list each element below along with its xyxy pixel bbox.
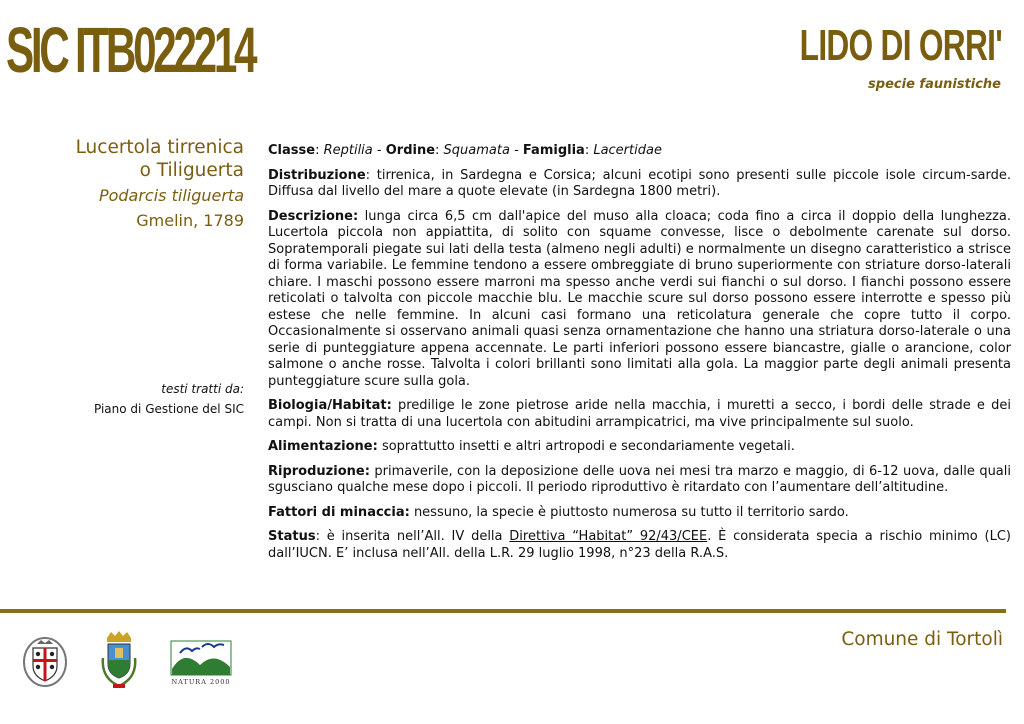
scientific-name: Podarcis tiliguerta: [98, 186, 244, 205]
section-subtitle: specie faunistiche: [868, 77, 1001, 92]
status-text-post: . È considerata specia a rischio minimo (LC) dall’IUCN. E’ inclusa nell’All. della L.R. 29 luglio 1998, n°23 della R.A.S.: [268, 529, 1011, 561]
source-document: Piano di Gestione del SIC: [94, 402, 244, 416]
minaccia-text: nessuno, la specie è piuttosto numerosa su tutto il territorio sardo.: [409, 504, 849, 520]
minaccia-paragraph: [268, 505, 1011, 522]
descrizione-label: Descrizione:: [268, 208, 359, 224]
ordine-value: Squamata: [443, 143, 510, 158]
alimentazione-label: Alimentazione:: [268, 439, 378, 454]
distribuzione-label: Distribuzione: [268, 167, 366, 183]
alimentazione-paragraph: [268, 439, 1011, 456]
biologia-text: predilige le zone pietrose aride nella macchia, i muretti a secco, i bordi delle strade e dei campi. Non si tratta di una lucertola con abitudini arrampicatrici, ma vive principalmente sul suolo.: [268, 398, 1011, 430]
descrizione-paragraph: [268, 209, 1011, 391]
common-name-line2: o Tiliguerta: [139, 160, 244, 181]
status-paragraph: [268, 529, 1011, 562]
source-label: testi tratti da:: [161, 382, 244, 396]
status-label: Status: [268, 529, 316, 544]
common-name-line1: Lucertola tirrenica: [75, 137, 244, 158]
site-name-title: LIDO DI ORRI': [799, 21, 1002, 70]
classe-label: Classe: [268, 143, 316, 158]
species-sidebar: [40, 136, 244, 232]
footer-divider: [0, 609, 1006, 613]
biologia-paragraph: [268, 398, 1011, 431]
riproduzione-text: primaverile, con la deposizione delle uova nei mesi tra marzo e maggio, di 6-12 uova, dalle quali sgusciano qualche mese dopo i piccoli. Il periodo riproduttivo è ritardato con l’aumentare dell’altitudine.: [268, 463, 1011, 495]
riproduzione-paragraph: [268, 464, 1011, 497]
species-description: [268, 143, 1011, 570]
comune-crest-icon: [99, 630, 139, 692]
status-text-pre: : è inserita nell’All. IV della: [315, 529, 510, 544]
site-code-title: SIC ITB022214: [6, 14, 255, 86]
habitat-directive-link[interactable]: Direttiva “Habitat” 92/43/CEE: [509, 529, 708, 544]
distribuzione-text: : tirrenica, in Sardegna e Corsica; alcuni ecotipi sono presenti sulle piccole isole circum-sarde. Diffusa dal livello del mare a quote elevate (in Sardegna 1800 metri).: [268, 167, 1011, 199]
species-author: Gmelin, 1789: [136, 211, 244, 230]
natura-2000-logo-icon: [170, 639, 232, 687]
ordine-label: Ordine: [385, 143, 436, 158]
alimentazione-text: soprattutto insetti e altri artropodi e secondariamente vegetali.: [377, 439, 795, 454]
famiglia-label: Famiglia: [522, 143, 585, 158]
descrizione-text: lunga circa 6,5 cm dall'apice del muso alla cloaca; coda fino a circa il doppio della lunghezza. Lucertola piccola non appiattita, di solito con squame convesse, lisce o debolmente carenate sul dorso. Sopratemporali piegate sui lati della testa (almeno negli adulti) e normalmente un disegno caratteristico a strisce di forma variabile. Le femmine tendono a essere ombreggiate di bruno superiormente con striature dorso-laterali chiare. I maschi possono essere marroni ma spesso anche verdi sui fianchi o sul dorso. I fianchi possono essere reticolati o talvolta con piccole macchie blu. Le macchie scure sul dorso possono essere interrotte e spesso più estese che nelle femmine. In alcuni casi formano una reticolatura generale che copre tutto il corpo. Occasionalmente si osservano animali quasi senza ornamentazione che hanno una striatura dorso-laterale o una serie di punteggiature appena accennate. Le parti inferiori possono essere biancastre, gialle o arancione, color salmone o anche rosse. Talvolta i colori brillanti sono limitati alla gola. La maggior parte degli animali presenta punteggiature scure sulla gola.: [268, 208, 1011, 389]
distribuzione-paragraph: [268, 168, 1011, 201]
natura-2000-logo-text: NATURA 2000: [171, 678, 231, 686]
famiglia-value: Lacertidae: [593, 143, 662, 158]
common-name: [40, 136, 244, 182]
sardegna-crest-icon: [22, 636, 68, 688]
classification-paragraph: Classe: Reptilia - Ordine: Squamata - Famiglia: Lacertidae: [268, 143, 662, 158]
municipality-name: Comune di Tortolì: [841, 629, 1003, 650]
minaccia-label: Fattori di minaccia:: [268, 504, 410, 520]
source-note: [40, 379, 244, 419]
classe-value: Reptilia: [323, 143, 373, 158]
riproduzione-label: Riproduzione:: [268, 463, 370, 479]
biologia-label: Biologia/Habitat:: [268, 398, 392, 413]
